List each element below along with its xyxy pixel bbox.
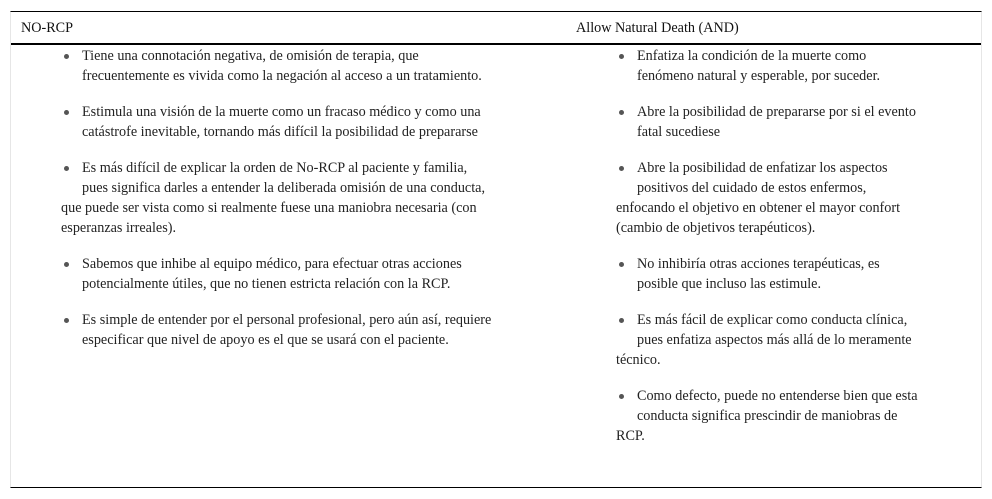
item-text-line: Estimula una visión de la muerte como un fracaso médico y como una: [82, 104, 481, 120]
header-no-rcp: NO-RCP: [21, 20, 74, 36]
item-text-line: positivos del cuidado de estos enfermos,: [637, 180, 867, 196]
item-text-line: Es más fácil de explicar como conducta clínica,: [637, 312, 908, 328]
item-text-line: posible que incluso las estimule.: [637, 276, 822, 292]
item-text-line: pues significa darles a entender la deliberada omisión de una conducta,: [82, 180, 486, 196]
item-text-line: fenómeno natural y esperable, por suceder.: [637, 68, 881, 84]
item-text-line: Abre la posibilidad de prepararse por si el evento: [637, 104, 916, 120]
item-text-line: Es simple de entender por el personal profesional, pero aún así, requiere: [82, 312, 492, 328]
item-text-line: enfocando el objetivo en obtener el mayor confort: [616, 200, 901, 216]
bullet-icon: [64, 54, 69, 59]
item-text-line: Tiene una connotación negativa, de omisión de terapia, que: [82, 48, 419, 64]
bullet-icon: [619, 394, 624, 399]
list-item: [616, 46, 961, 86]
header-allow-natural-death: Allow Natural Death (AND): [576, 20, 739, 36]
item-text-line: Enfatiza la condición de la muerte como: [637, 48, 867, 64]
item-text-line: RCP.: [616, 428, 645, 444]
list-item: [61, 254, 541, 294]
comparison-table: [10, 11, 982, 488]
item-text-line: (cambio de objetivos terapéuticos).: [616, 220, 816, 236]
bullet-icon: [64, 110, 69, 115]
list-item: [616, 158, 961, 238]
list-item: [61, 310, 541, 350]
bullet-icon: [619, 54, 624, 59]
item-text-line: Abre la posibilidad de enfatizar los aspectos: [637, 160, 888, 176]
list-item: [616, 102, 961, 142]
bullet-icon: [619, 166, 624, 171]
item-text-line: Sabemos que inhibe al equipo médico, para efectuar otras acciones: [82, 256, 462, 272]
column-no-rcp: [61, 45, 541, 366]
bullet-icon: [619, 110, 624, 115]
list-item: [616, 254, 961, 294]
list-item: [61, 46, 541, 86]
item-text-line: fatal sucediese: [637, 124, 721, 140]
list-item: [61, 158, 541, 238]
list-item: [616, 310, 961, 370]
item-text-line: esperanzas irreales).: [61, 220, 177, 236]
list-item: [61, 102, 541, 142]
item-text-line: conducta significa prescindir de maniobras de: [637, 408, 898, 424]
item-text-line: No inhibiría otras acciones terapéuticas, es: [637, 256, 880, 272]
column-allow-natural-death: [616, 45, 961, 462]
bullet-icon: [619, 262, 624, 267]
item-text-line: catástrofe inevitable, tornando más difícil la posibilidad de prepararse: [82, 124, 478, 140]
table-header-row: [11, 12, 981, 45]
item-text-line: que puede ser vista como si realmente fuese una maniobra necesaria (con: [61, 200, 477, 216]
item-text-line: potencialmente útiles, que no tienen estricta relación con la RCP.: [82, 276, 451, 292]
item-text-line: técnico.: [616, 352, 661, 368]
bullet-icon: [64, 166, 69, 171]
item-text-line: Es más difícil de explicar la orden de No-RCP al paciente y familia,: [82, 160, 468, 176]
item-text-line: pues enfatiza aspectos más allá de lo meramente: [637, 332, 912, 348]
bullet-icon: [64, 318, 69, 323]
item-text-line: Como defecto, puede no entenderse bien que esta: [637, 388, 918, 404]
list-item: [616, 386, 961, 446]
item-text-line: frecuentemente es vivida como la negación al acceso a un tratamiento.: [82, 68, 482, 84]
bullet-icon: [619, 318, 624, 323]
item-text-line: especificar que nivel de apoyo es el que se usará con el paciente.: [82, 332, 449, 348]
bullet-icon: [64, 262, 69, 267]
